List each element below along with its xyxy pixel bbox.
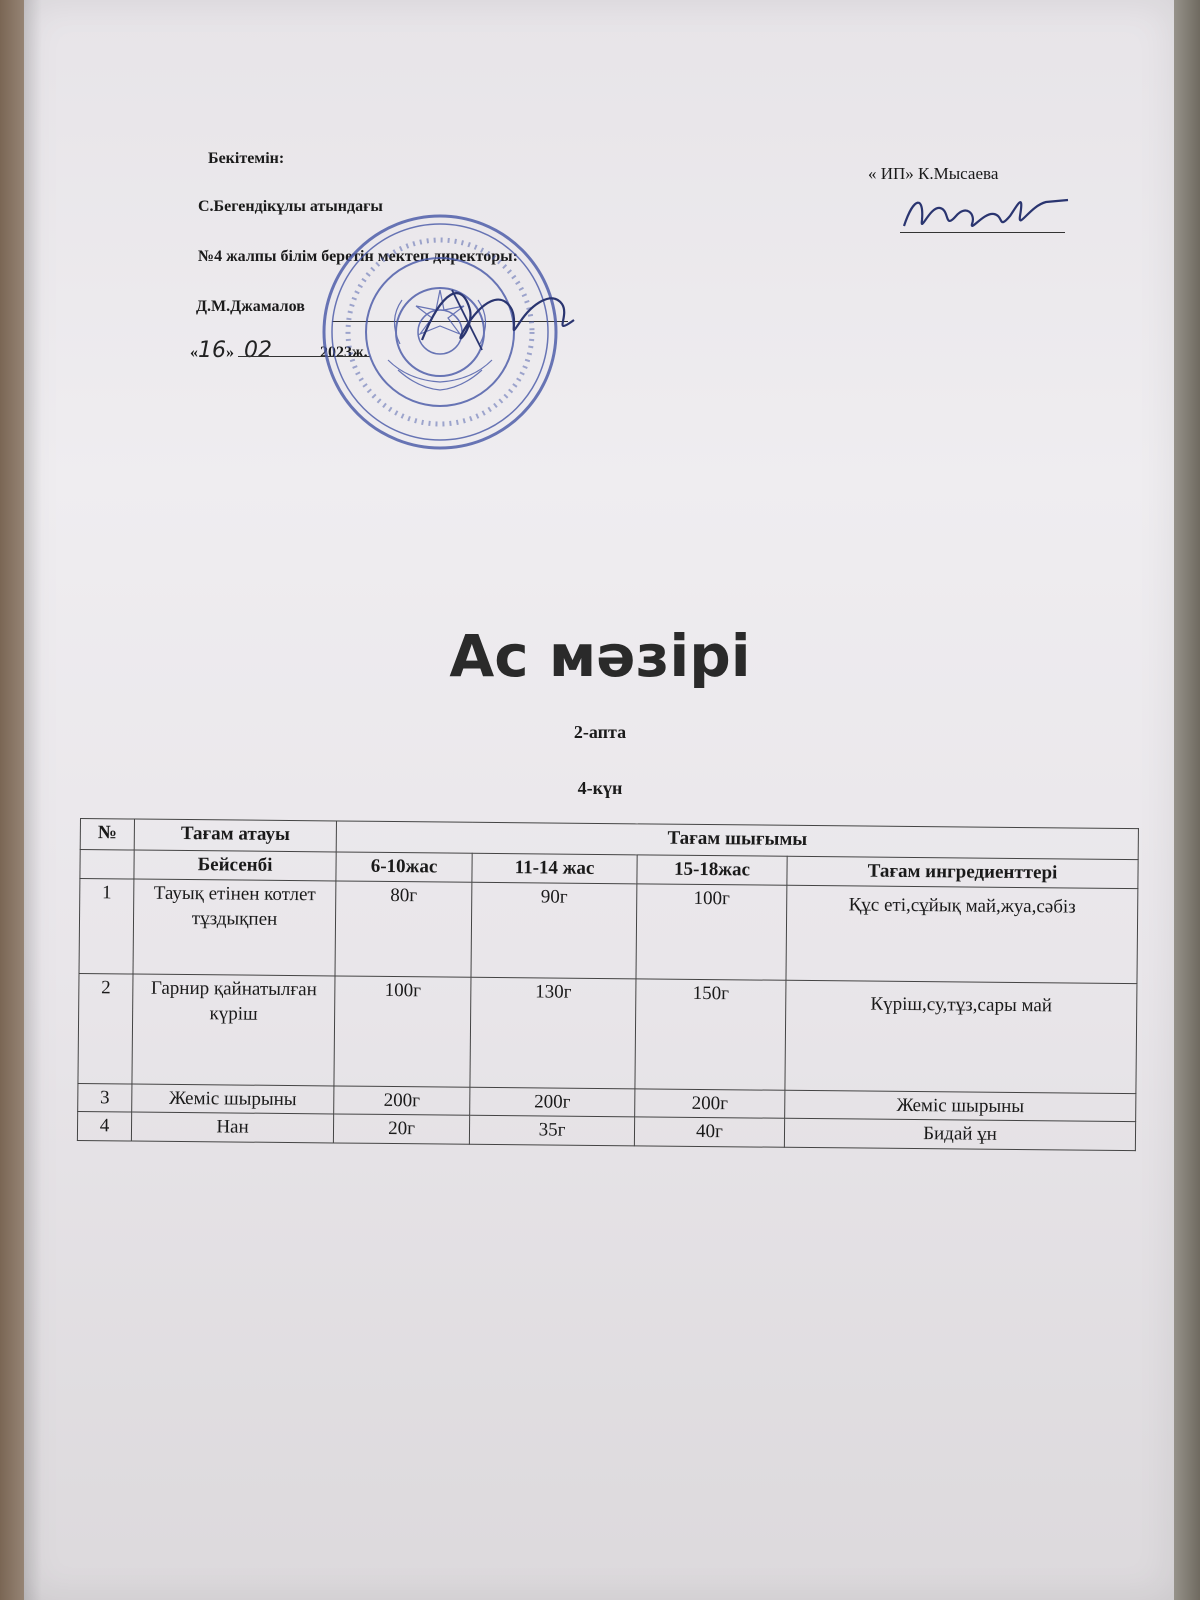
approval-school-line: С.Бегендікұлы атындағы xyxy=(198,198,383,215)
row-number: 1 xyxy=(79,878,134,974)
week-label: 2-апта xyxy=(573,722,627,742)
row-portion-11-14: 200г xyxy=(470,1087,635,1117)
row-dish-name: Тауық етінен котлет тұздықпен xyxy=(133,879,336,976)
row-ingredients: Бидай ұн xyxy=(784,1119,1135,1151)
contractor-signature xyxy=(900,186,1070,246)
header-empty xyxy=(80,850,134,879)
row-ingredients: Күріш,су,тұз,сары май xyxy=(785,980,1137,1093)
date-month: 02 xyxy=(244,338,272,363)
row-dish-name: Гарнир қайнатылған күріш xyxy=(132,974,335,1086)
table-row xyxy=(78,973,1137,1093)
document-title: Ас мәзірі xyxy=(449,622,751,690)
row-portion-15-18: 200г xyxy=(635,1088,785,1118)
contractor-label: « ИП» К.Мысаева xyxy=(868,164,999,183)
row-portion-6-10: 200г xyxy=(334,1086,470,1116)
row-ingredients: Құс еті,сұйық май,жуа,сәбіз xyxy=(786,885,1138,983)
header-weekday: Бейсенбі xyxy=(134,850,336,881)
row-portion-6-10: 20г xyxy=(333,1114,469,1144)
day-label: 4-күн xyxy=(577,778,623,798)
row-number: 4 xyxy=(77,1112,131,1141)
header-age-15-18: 15-18жас xyxy=(637,855,787,885)
row-dish-name: Нан xyxy=(131,1112,333,1143)
header-ingredients: Тағам ингредиенттері xyxy=(787,856,1138,888)
row-portion-11-14: 90г xyxy=(471,882,637,979)
approval-date: «16» 02 2023ж. xyxy=(190,338,368,363)
header-number: № xyxy=(80,819,134,851)
row-portion-15-18: 40г xyxy=(634,1117,784,1147)
row-portion-15-18: 100г xyxy=(636,883,787,979)
background-right xyxy=(1170,0,1200,1600)
date-year: 2023ж. xyxy=(320,344,368,361)
header-age-11-14: 11-14 жас xyxy=(472,853,637,883)
header-age-6-10: 6-10жас xyxy=(336,852,472,882)
director-name: Д.М.Джамалов xyxy=(196,298,305,315)
row-dish-name: Жеміс шырыны xyxy=(132,1084,334,1115)
header-dish-output: Тағам шығымы xyxy=(336,821,1138,860)
header-dish-name: Тағам атауы xyxy=(134,819,336,852)
row-portion-6-10: 80г xyxy=(335,881,472,977)
contractor-signature-line xyxy=(900,232,1065,233)
approval-position-line: №4 жалпы білім беретін мектеп директоры: xyxy=(198,248,518,265)
row-portion-6-10: 100г xyxy=(334,976,471,1087)
row-number: 3 xyxy=(78,1083,132,1112)
row-number: 2 xyxy=(78,973,133,1084)
row-portion-11-14: 130г xyxy=(470,977,636,1089)
approval-heading: Бекітемін: xyxy=(208,150,285,167)
row-portion-15-18: 150г xyxy=(635,978,786,1089)
row-ingredients: Жеміс шырыны xyxy=(785,1090,1136,1122)
row-portion-11-14: 35г xyxy=(469,1116,634,1146)
date-day: 16 xyxy=(198,338,226,363)
menu-table xyxy=(77,818,1139,1151)
director-signature xyxy=(412,270,582,360)
table-row xyxy=(79,878,1138,983)
page-shadow xyxy=(24,0,42,1600)
